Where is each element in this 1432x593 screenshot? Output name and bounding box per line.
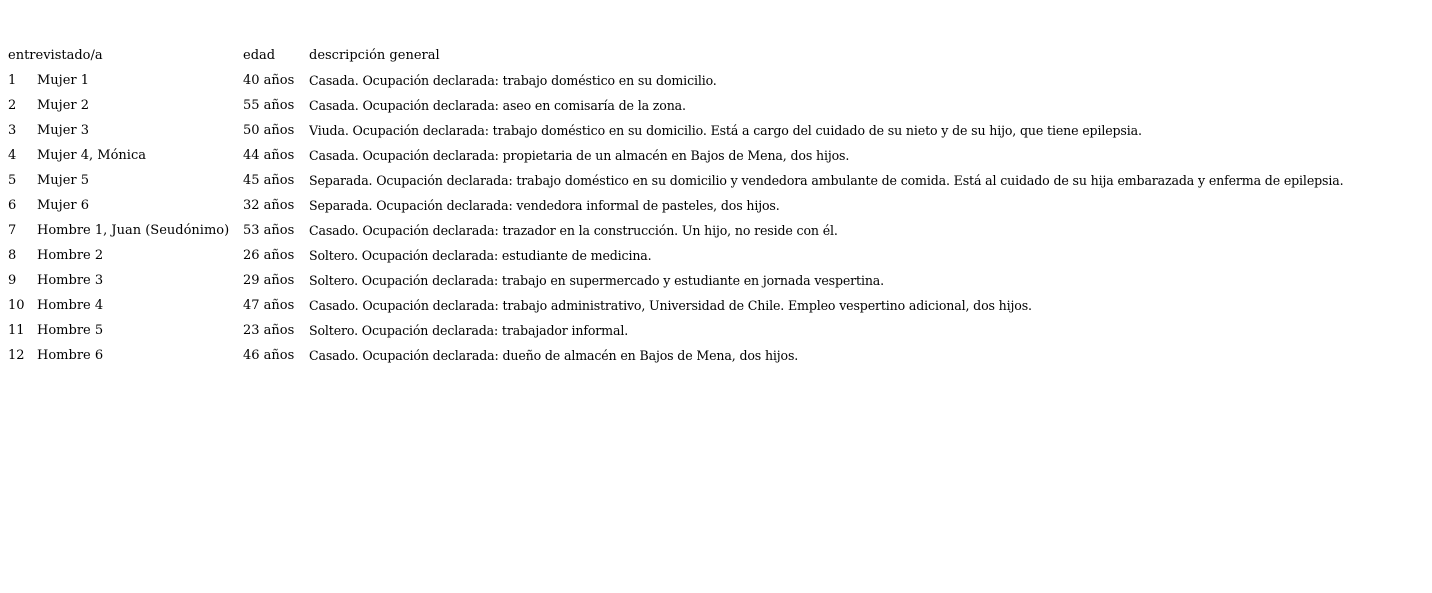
interviewee-age: 40 años xyxy=(243,73,295,88)
table-row xyxy=(8,297,1428,322)
interviewee-name: Hombre 5 xyxy=(37,323,104,338)
table-row xyxy=(8,222,1428,247)
interviewee-name: Mujer 4, Mónica xyxy=(37,148,146,163)
interviewee-description: Viuda. Ocupación declarada: trabajo doméstico en su domicilio. Está a cargo del cuidado de su nieto y de su hijo, que tiene epilepsia. xyxy=(309,123,1142,138)
row-number: 4 xyxy=(8,148,17,163)
row-number: 2 xyxy=(8,98,17,113)
table-row xyxy=(8,322,1428,347)
interviewee-age: 47 años xyxy=(243,298,295,313)
interviewee-name: Mujer 2 xyxy=(37,98,90,113)
row-number: 1 xyxy=(8,73,17,88)
row-number: 6 xyxy=(8,198,17,213)
interviewee-description: Separada. Ocupación declarada: vendedora informal de pasteles, dos hijos. xyxy=(309,198,780,213)
interviewee-age: 46 años xyxy=(243,348,295,363)
interviewee-age: 23 años xyxy=(243,323,295,338)
interviewee-name: Hombre 1, Juan (Seudónimo) xyxy=(37,223,230,238)
row-number: 11 xyxy=(8,323,25,338)
interviewee-age: 55 años xyxy=(243,98,295,113)
table-row xyxy=(8,97,1428,122)
interviewee-name: Hombre 2 xyxy=(37,248,104,263)
interviewee-age: 53 años xyxy=(243,223,295,238)
row-number: 7 xyxy=(8,223,17,238)
interviewee-description: Casada. Ocupación declarada: aseo en comisaría de la zona. xyxy=(309,98,686,113)
interviewee-description: Casada. Ocupación declarada: propietaria de un almacén en Bajos de Mena, dos hijos. xyxy=(309,148,850,163)
row-number: 3 xyxy=(8,123,17,138)
header-interviewee: entrevistado/a xyxy=(8,48,103,63)
interviewee-description: Casado. Ocupación declarada: trazador en la construcción. Un hijo, no reside con él. xyxy=(309,223,838,238)
table-row xyxy=(8,147,1428,172)
table-row xyxy=(8,247,1428,272)
interviewee-description: Soltero. Ocupación declarada: trabajo en supermercado y estudiante en jornada vespertina. xyxy=(309,273,884,288)
table-row xyxy=(8,72,1428,97)
interviewee-description: Casado. Ocupación declarada: dueño de almacén en Bajos de Mena, dos hijos. xyxy=(309,348,799,363)
table-row xyxy=(8,347,1428,372)
table-row xyxy=(8,197,1428,222)
row-number: 12 xyxy=(8,348,25,363)
interviewee-name: Mujer 6 xyxy=(37,198,90,213)
header-row xyxy=(8,47,1428,72)
header-description: descripción general xyxy=(309,48,440,63)
row-number: 8 xyxy=(8,248,17,263)
interviewee-name: Hombre 3 xyxy=(37,273,104,288)
row-number: 5 xyxy=(8,173,17,188)
interviewee-age: 29 años xyxy=(243,273,295,288)
interviewee-description: Soltero. Ocupación declarada: trabajador informal. xyxy=(309,323,629,338)
interviewee-age: 45 años xyxy=(243,173,295,188)
row-number: 9 xyxy=(8,273,17,288)
interviewee-description: Separada. Ocupación declarada: trabajo doméstico en su domicilio y vendedora ambulante de comida. Está al cuidado de su hija embarazada y enferma de epilepsia. xyxy=(309,173,1344,188)
table-row xyxy=(8,272,1428,297)
interviewee-name: Hombre 4 xyxy=(37,298,104,313)
table-row xyxy=(8,122,1428,147)
interviewee-description: Casada. Ocupación declarada: trabajo doméstico en su domicilio. xyxy=(309,73,717,88)
interviewee-age: 50 años xyxy=(243,123,295,138)
table-body xyxy=(8,72,1428,372)
interviewee-description: Soltero. Ocupación declarada: estudiante de medicina. xyxy=(309,248,652,263)
interviewee-name: Mujer 5 xyxy=(37,173,90,188)
row-number: 10 xyxy=(8,298,25,313)
header-age: edad xyxy=(243,48,276,63)
interviewee-name: Mujer 3 xyxy=(37,123,90,138)
interviewee-name: Mujer 1 xyxy=(37,73,90,88)
interviewee-name: Hombre 6 xyxy=(37,348,104,363)
interviewee-age: 32 años xyxy=(243,198,295,213)
interviewee-table xyxy=(8,47,1428,372)
interviewee-table-container xyxy=(8,47,1428,372)
table-row xyxy=(8,172,1428,197)
interviewee-age: 44 años xyxy=(243,148,295,163)
interviewee-age: 26 años xyxy=(243,248,295,263)
interviewee-description: Casado. Ocupación declarada: trabajo administrativo, Universidad de Chile. Empleo vespertino adicional, dos hijos. xyxy=(309,298,1032,313)
